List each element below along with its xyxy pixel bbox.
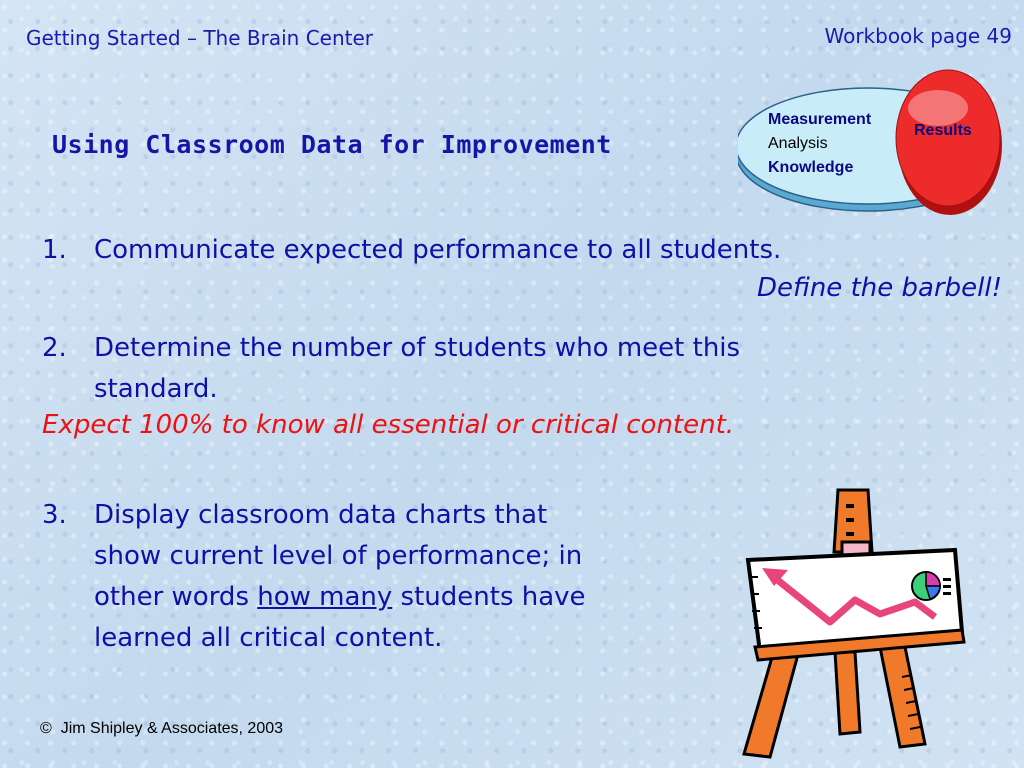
easel-graphic <box>730 482 970 762</box>
slide-title: Using Classroom Data for Improvement <box>52 130 612 159</box>
results-diagram <box>738 68 1013 223</box>
how-many-emphasis: how many <box>257 582 393 612</box>
header-left: Getting Started – The Brain Center <box>26 26 374 50</box>
item-text-line <box>94 577 586 618</box>
item-text-line: Display classroom data charts that <box>94 500 548 530</box>
item-text-fragment: students have <box>392 582 586 612</box>
measurement-label: Measurement <box>768 111 872 128</box>
item-text-line: learned all critical content. <box>94 623 443 653</box>
item-2-note: Expect 100% to know all essential or critical content. <box>42 410 735 440</box>
item-number: 3. <box>42 500 67 530</box>
item-text-line: show current level of performance; in <box>94 541 583 571</box>
item-text: Communicate expected performance to all students. <box>94 235 782 265</box>
header-right: Workbook page 49 <box>824 24 1012 48</box>
item-number: 1. <box>42 235 67 265</box>
results-label: Results <box>914 122 972 139</box>
item-number: 2. <box>42 333 67 363</box>
footer-copyright <box>40 720 283 738</box>
item-text-fragment: other words <box>94 582 258 612</box>
knowledge-label: Knowledge <box>768 159 854 176</box>
analysis-label: Analysis <box>768 135 828 152</box>
footer-text: Jim Shipley & Associates, 2003 <box>60 720 284 737</box>
item-1-note: Define the barbell! <box>757 273 1002 303</box>
item-text-line: standard. <box>94 374 218 404</box>
easel-chart-icon <box>730 482 970 762</box>
copyright-icon: © <box>40 720 52 737</box>
item-text-line: Determine the number of students who meet this <box>94 333 741 363</box>
